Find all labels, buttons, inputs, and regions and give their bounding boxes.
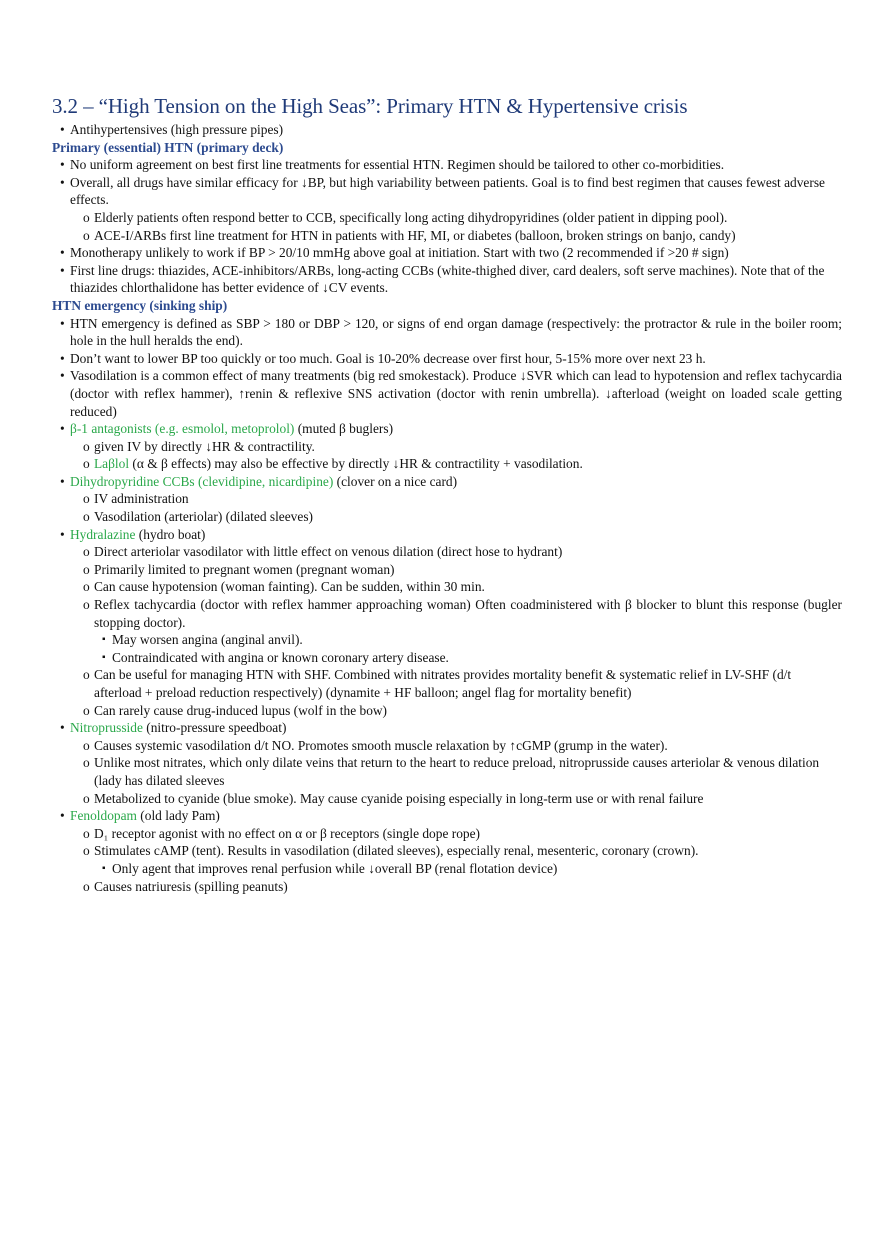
sub-list-item — [52, 561, 842, 579]
list-item-text: Only agent that improves renal perfusion while ↓overall BP (renal flotation device) — [112, 860, 558, 876]
sub-marker: o — [83, 825, 90, 841]
drug-name: Hydralazine — [70, 526, 136, 542]
list-item-text: First line drugs: thiazides, ACE-inhibitors/ARBs, long-acting CCBs (white-thighed diver, card dealers, soft serve machines). Note that of the thiazides chlorthalidone has better evidence of ↓CV events. — [70, 262, 825, 296]
list-item-text: Monotherapy unlikely to work if BP > 20/10 mmHg above goal at initiation. Start with two (2 recommended if >20 # sign) — [70, 245, 729, 261]
drug-name: Laβlol — [94, 456, 130, 472]
sub-list-item — [52, 455, 842, 473]
drug-mnemonic: (hydro boat) — [135, 526, 206, 542]
square-marker: ▪ — [102, 862, 106, 874]
list-item-text: Vasodilation is a common effect of many treatments (big red smokestack). Produce ↓SVR which can lead to hypotension and reflex tachycardia (doctor with reflex hammer), ↑renin & reflexive SNS activation (doctor with renin umbrella). ↓afterload (weight on loaded scale getting reduced) — [70, 368, 842, 419]
list-item-text: Overall, all drugs have similar efficacy for ↓BP, but high variability between patients. Goal is to find best regimen that causes fewest adverse effects. — [70, 174, 825, 208]
sub-marker: o — [83, 561, 90, 577]
sub-marker: o — [83, 878, 90, 894]
drug-mnemonic: (old lady Pam) — [136, 808, 220, 824]
document-page — [52, 92, 842, 895]
drug-item-fenoldopam — [52, 807, 842, 825]
list-item — [52, 350, 842, 368]
sub-marker: o — [83, 544, 90, 560]
list-item-text: Can cause hypotension (woman fainting). Can be sudden, within 30 min. — [94, 579, 485, 595]
list-item-text: Direct arteriolar vasodilator with little effect on venous dilation (direct hose to hydrant) — [94, 544, 563, 560]
page-title: 3.2 – “High Tension on the High Seas”: Primary HTN & Hypertensive crisis — [52, 94, 688, 118]
sub-list-item — [52, 438, 842, 456]
sub-marker: o — [83, 843, 90, 859]
section-heading-emergency: HTN emergency (sinking ship) — [52, 297, 228, 313]
list-item — [52, 244, 842, 262]
drug-item-dhp — [52, 473, 842, 491]
sub-marker: o — [83, 456, 90, 472]
drug-name: Fenoldopam — [70, 808, 137, 824]
list-item-text: Can be useful for managing HTN with SHF. Combined with nitrates provides mortality benefit & systematic relief in LV-SHF (d/t afterload + preload reduction respectively) (dynamite + HF balloon; angel flag for mortality benefit) — [94, 667, 792, 700]
sub-marker: o — [83, 597, 90, 613]
bullet-marker: • — [60, 808, 65, 824]
sub-marker: o — [83, 667, 90, 683]
sub-list-item — [52, 737, 842, 755]
bullet-marker: • — [60, 122, 65, 137]
list-item — [52, 174, 842, 209]
drug-item-hydralazine — [52, 526, 842, 544]
drug-name: Nitroprusside — [70, 720, 143, 736]
sub-marker: o — [83, 790, 90, 806]
sub-list-item — [52, 825, 842, 843]
sub-marker: o — [83, 702, 90, 718]
sub-list-item — [52, 508, 842, 526]
list-item-text: Metabolized to cyanide (blue smoke). May cause cyanide poising especially in long-term use or with renal failure — [94, 790, 704, 806]
sub-list-item — [52, 702, 842, 720]
list-item — [52, 156, 842, 174]
sub-list-item — [52, 842, 842, 860]
list-item-text: given IV by directly ↓HR & contractility. — [94, 438, 315, 454]
sub-list-item — [52, 878, 842, 896]
sub-list-item — [52, 543, 842, 561]
sub-list-item — [52, 227, 842, 245]
list-item-text: Causes systemic vasodilation d/t NO. Promotes smooth muscle relaxation by ↑cGMP (grump in the water). — [94, 737, 668, 753]
list-item — [52, 262, 842, 297]
list-item-text: Contraindicated with angina or known coronary artery disease. — [112, 649, 449, 665]
list-item-text: Don’t want to lower BP too quickly or too much. Goal is 10-20% decrease over first hour, 5-15% more over next 23 h. — [70, 350, 706, 366]
list-item-text: Stimulates cAMP (tent). Results in vasodilation (dilated sleeves), especially renal, mesenteric, coronary (crown). — [94, 843, 699, 859]
bullet-marker: • — [60, 526, 65, 542]
sub-sub-list-item — [52, 649, 842, 667]
list-item-text: No uniform agreement on best first line treatments for essential HTN. Regimen should be tailored to other co-morbidities. — [70, 157, 725, 173]
bullet-marker: • — [60, 245, 65, 261]
sub-marker: o — [83, 755, 90, 771]
section-heading-primary: Primary (essential) HTN (primary deck) — [52, 139, 284, 155]
bullet-marker: • — [60, 350, 65, 366]
sub-marker: o — [83, 209, 90, 225]
list-item-text: Can rarely cause drug-induced lupus (wolf in the bow) — [94, 702, 388, 718]
drug-item-beta — [52, 420, 842, 438]
square-marker: ▪ — [102, 634, 106, 646]
drug-mnemonic: (muted β buglers) — [294, 421, 394, 437]
sub-marker: o — [83, 737, 90, 753]
list-item-text: HTN emergency is defined as SBP > 180 or DBP > 120, or signs of end organ damage (respectively: the protractor & rule in the boiler room; hole in the hull heralds the end). — [70, 315, 842, 349]
list-item — [52, 367, 842, 420]
bullet-marker: • — [60, 473, 65, 489]
sub-list-item — [52, 596, 842, 631]
list-item-text: IV administration — [94, 491, 189, 507]
sub-marker: o — [83, 438, 90, 454]
drug-item-nitroprusside — [52, 719, 842, 737]
sub-list-item — [52, 666, 842, 701]
bullet-marker: • — [60, 157, 65, 173]
sub-list-item — [52, 490, 842, 508]
list-item — [52, 121, 842, 139]
list-item-text: Causes natriuresis (spilling peanuts) — [94, 878, 288, 894]
drug-mnemonic: (clover on a nice card) — [333, 473, 458, 489]
list-item-text: (α & β effects) may also be effective by directly ↓HR & contractility + vasodilation. — [129, 456, 583, 472]
bullet-marker: • — [60, 720, 65, 736]
sub-list-item — [52, 209, 842, 227]
sub-marker: o — [83, 227, 90, 243]
list-item-text: Reflex tachycardia (doctor with reflex hammer approaching woman) Often coadministered with β blocker to blunt this response (bugler stopping doctor). — [94, 597, 842, 630]
sub-marker: o — [83, 509, 90, 525]
bullet-marker: • — [60, 368, 65, 384]
sub-list-item — [52, 790, 842, 808]
square-marker: ▪ — [102, 651, 106, 663]
sub-sub-list-item — [52, 631, 842, 649]
list-item-text: Primarily limited to pregnant women (pregnant woman) — [94, 561, 395, 577]
list-item-text: Elderly patients often respond better to CCB, specifically long acting dihydropyridines (older patient in dipping pool). — [94, 209, 728, 225]
bullet-marker: • — [60, 174, 65, 190]
intro-text: Antihypertensives (high pressure pipes) — [70, 122, 284, 137]
sub-marker: o — [83, 491, 90, 507]
drug-mnemonic: (nitro-pressure speedboat) — [142, 720, 287, 736]
list-item — [52, 315, 842, 350]
bullet-marker: • — [60, 262, 65, 278]
sub-list-item — [52, 578, 842, 596]
list-item-text: ACE-I/ARBs first line treatment for HTN in patients with HF, MI, or diabetes (balloon, broken strings on banjo, candy) — [94, 227, 736, 243]
bullet-marker: • — [60, 421, 65, 437]
list-item-text: Vasodilation (arteriolar) (dilated sleeves) — [94, 509, 313, 525]
list-item-text: May worsen angina (anginal anvil). — [112, 632, 303, 648]
list-item-text: Unlike most nitrates, which only dilate veins that return to the heart to reduce preload, nitroprusside causes arteriolar & venous dilation (lady has dilated sleeves — [94, 755, 820, 788]
sub-sub-list-item — [52, 860, 842, 878]
bullet-marker: • — [60, 315, 65, 331]
list-item-text: D₁ receptor agonist with no effect on α or β receptors (single dope rope) — [94, 825, 480, 841]
drug-name: β-1 antagonists (e.g. esmolol, metoprolol) — [70, 421, 295, 437]
sub-marker: o — [83, 579, 90, 595]
sub-list-item — [52, 754, 842, 789]
drug-name: Dihydropyridine CCBs (clevidipine, nicardipine) — [70, 473, 334, 489]
